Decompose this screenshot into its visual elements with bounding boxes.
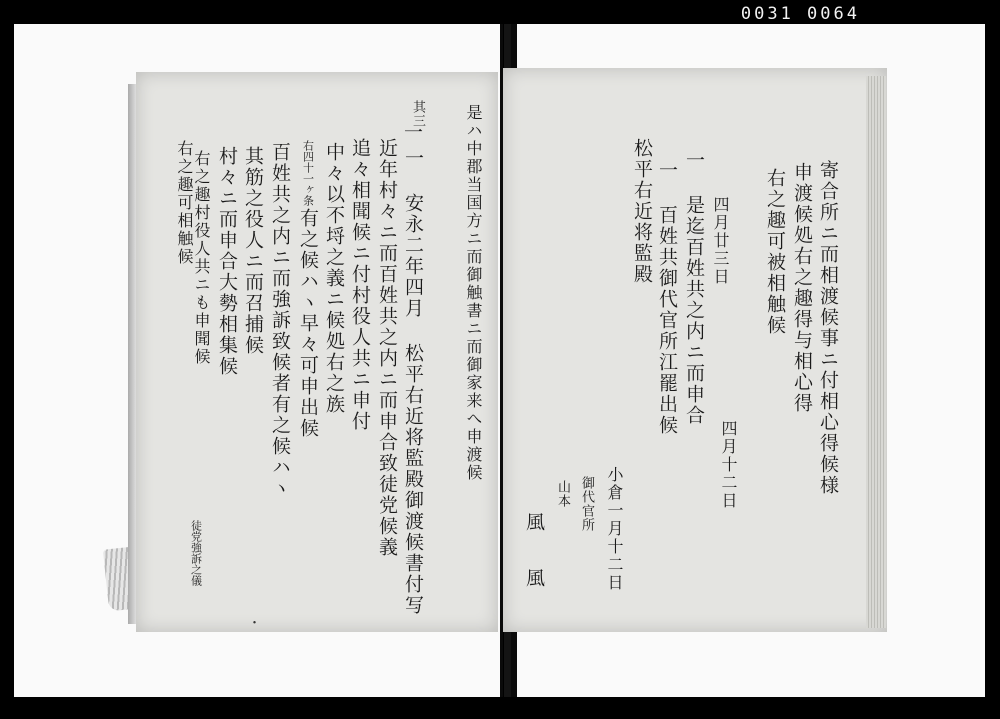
bullet-mark: ・	[248, 616, 262, 631]
left-page-column-10: 右之趣村役人共ニも申聞候	[192, 150, 211, 366]
right-page-signature-1: 小倉一月十二日	[605, 466, 624, 592]
right-page-column-1: 寄合所ニ而相渡候事ニ付相心得候様	[817, 160, 839, 496]
page-edges	[866, 76, 886, 628]
left-page-column-1: 是ハ中郡当国方ニ而御触書ニ而御家来へ申渡候	[464, 104, 483, 482]
left-page-column-9: 村々ニ而申合大勢相集候	[216, 146, 238, 377]
right-page-signature-2: 御代官所	[579, 476, 594, 532]
left-page-column-2: 一 安永二年四月 松平右近将監殿御渡候書付写	[402, 148, 424, 616]
left-page-marker: 一	[401, 122, 423, 143]
right-page-signature-5: 風	[523, 568, 545, 589]
left-page-column-8: 其筋之役人ニ而召捕候	[242, 146, 264, 356]
left-page-side-note-2: 徒党強訴之儀	[189, 520, 203, 586]
right-page-column-7: 松平右近将監殿	[631, 138, 653, 285]
right-page-column-3: 右之趣可被相触候	[764, 168, 786, 336]
right-page-column-6: 一 百姓共御代官所江罷出候	[656, 160, 678, 436]
microfilm-frame-number: 0031 0064	[740, 4, 860, 24]
left-page-column-6: 有之候ハヽ早々可申出候	[297, 208, 319, 439]
left-page-side-note-1: 右四十一ヶ条	[301, 140, 315, 206]
left-page-column-4: 追々相聞候ニ付村役人共ニ申付	[349, 138, 371, 432]
right-page-column-5: 一 是迄百姓共之内ニ而申合	[683, 150, 705, 426]
right-page-date: 四月廿三日	[711, 196, 730, 286]
left-page-column-7: 百姓共之内ニ而強訴致候者有之候ハヽ	[269, 142, 291, 499]
right-page-signature-4: 風	[523, 512, 545, 533]
left-page-header-mark: 其三	[410, 100, 425, 128]
left-page-column-3: 近年村々ニ而百姓共之内ニ而申合致徒党候義	[376, 138, 398, 558]
right-page-signer-label: 四月十二日	[719, 420, 738, 510]
left-page-column-5: 中々以不埒之義ニ候処右之族	[323, 142, 345, 415]
right-page-column-2: 申渡候処右之趣得与相心得	[791, 162, 813, 414]
right-page-signature-3: 山本	[555, 480, 570, 508]
left-page-column-11: 右之趣可相触候	[175, 140, 194, 266]
